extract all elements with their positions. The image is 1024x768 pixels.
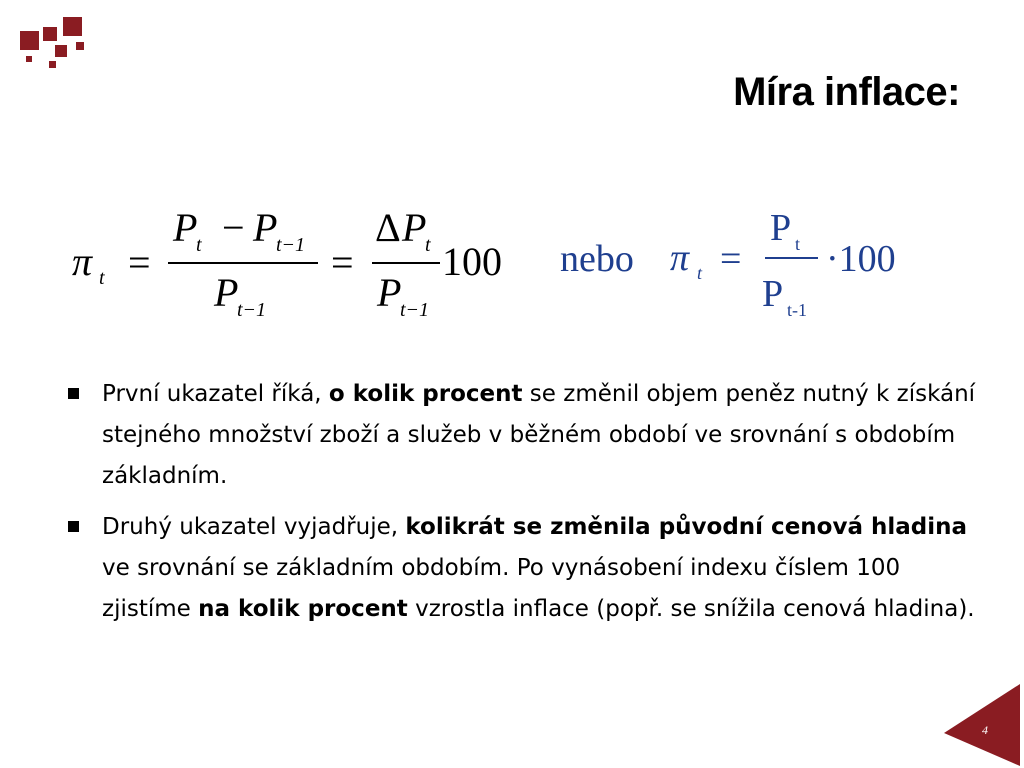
den-P1: P — [214, 270, 239, 315]
num-P3: P — [402, 205, 427, 250]
num-sub-t: t — [196, 234, 202, 256]
num-P2: P — [253, 205, 278, 250]
bullet-square-icon — [68, 521, 79, 532]
den-sub-2: t−1 — [400, 299, 430, 321]
times-hundred: ·100 — [826, 238, 896, 280]
pi-symbol-2: π — [670, 237, 690, 279]
num-sub-t-3: t — [795, 234, 801, 254]
pi-subscript: t — [99, 267, 105, 289]
equals-2: = — [331, 240, 354, 285]
bullet-list — [60, 374, 980, 640]
num-P1: P — [173, 205, 198, 250]
minus-sign: − — [222, 205, 245, 250]
inflation-formula — [0, 190, 1024, 340]
num-P4: P — [770, 207, 792, 249]
den-sub-1: t−1 — [237, 299, 267, 321]
den-sub-3: t-1 — [787, 300, 807, 320]
hundred-1: 100 — [442, 239, 502, 284]
bullet-item-1 — [60, 374, 980, 497]
bullet-square-icon — [68, 388, 79, 399]
pi-subscript-2: t — [697, 263, 703, 283]
den-P2: P — [377, 270, 402, 315]
den-P3: P — [762, 273, 784, 315]
delta-symbol: Δ — [375, 205, 401, 250]
equals-1: = — [128, 240, 151, 285]
equals-3: = — [720, 238, 742, 280]
bullet-1-text: První ukazatel říká, o kolik procent se změnil objem peněz nutný k získání stejného množství zboží a služeb v běžném období ve srovnání s obdobím základním. — [102, 381, 976, 489]
bullet-2-text: Druhý ukazatel vyjadřuje, kolikrát se změnila původní cenová hladina ve srovnání se základním obdobím. Po vynásobení indexu číslem 100 zjistíme na kolik procent vzrostla inflace (popř. se snížila cenová hladina). — [102, 514, 975, 622]
page-number: 4 — [982, 723, 988, 737]
nebo-text: nebo — [560, 238, 634, 280]
pi-symbol: π — [72, 239, 93, 284]
slide-title: Míra inflace: — [733, 70, 960, 114]
bullet-item-2 — [60, 507, 980, 630]
num-sub-t-minus-1: t−1 — [276, 234, 306, 256]
logo — [0, 0, 100, 80]
num-sub-t-2: t — [425, 234, 431, 256]
